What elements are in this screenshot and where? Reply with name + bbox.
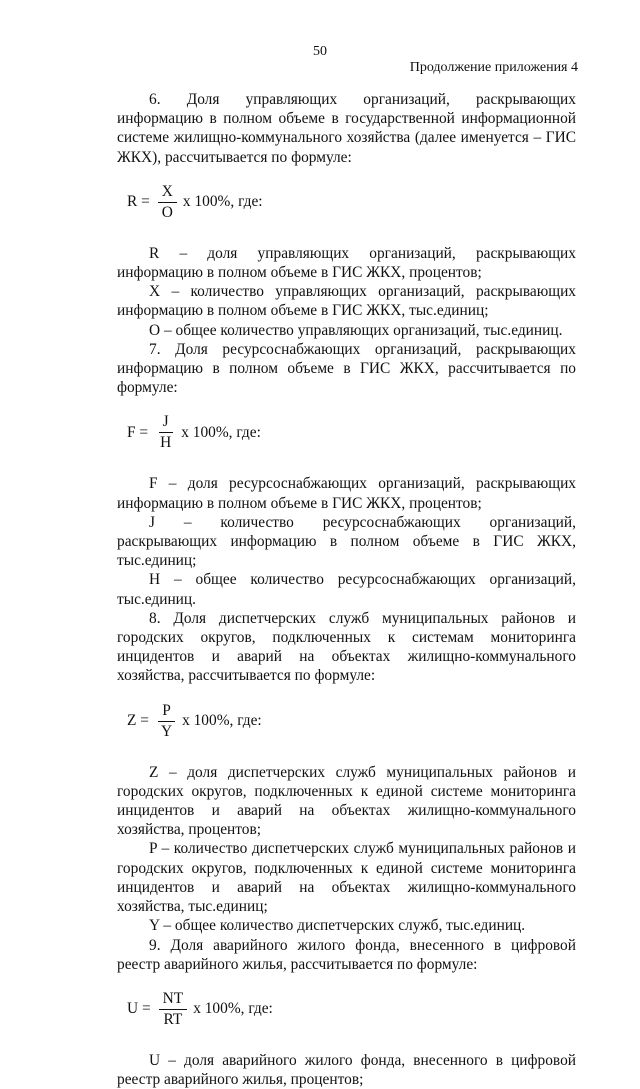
definition-h: H – общее количество ресурсоснабжающих организаций, тыс.единиц. <box>117 571 576 608</box>
numerator: NT <box>159 990 188 1010</box>
formula-lhs: F = <box>127 423 149 441</box>
denominator: Y <box>160 722 173 740</box>
formula-r <box>127 175 576 230</box>
fraction <box>158 183 177 222</box>
definition-x: X – количество управляющих организаций, раскрывающих информацию в полном объеме в ГИС ЖКХ, тыс.единиц; <box>117 283 576 320</box>
definition-r: R – доля управляющих организаций, раскрывающих информацию в полном объеме в ГИС ЖКХ, процентов; <box>117 244 576 282</box>
numerator: P <box>158 702 175 722</box>
formula-u <box>127 982 576 1037</box>
definition-j: J – количество ресурсоснабжающих организаций, раскрывающих информацию в полном объеме в ГИС ЖКХ, тыс.единиц; <box>117 513 576 570</box>
denominator: RT <box>163 1010 183 1028</box>
appendix-continuation: Продолжение приложения 4 <box>409 60 578 75</box>
numerator: J <box>159 413 173 433</box>
denominator: H <box>160 434 172 452</box>
definition-y: Y – общее количество диспетчерских служб, тыс.единиц. <box>149 917 526 935</box>
definition-o: O – общее количество управляющих организаций, тыс.единиц. <box>149 321 563 339</box>
item-8-text: 8. Доля диспетчерских служб муниципальных районов и городских округов, подключенных к системам мониторинга инцидентов и аварий на объектах жилищно-коммунального хозяйства, рассчитывается по формуле: <box>117 609 576 685</box>
denominator: O <box>161 203 173 221</box>
formula-rhs: x 100%, где: <box>182 712 262 730</box>
definition-f: F – доля ресурсоснабжающих организаций, раскрывающих информацию в полном объеме в ГИС ЖКХ, процентов; <box>117 475 576 512</box>
formula-lhs: R = <box>127 193 150 211</box>
formula-lhs: U = <box>127 1000 151 1018</box>
fraction <box>157 702 176 741</box>
document-body <box>117 90 576 1089</box>
definition-u: U – доля аварийного жилого фонда, внесенного в цифровой реестр аварийного жилья, процентов; <box>117 1051 576 1089</box>
fraction <box>159 990 188 1029</box>
formula-rhs: x 100%, где: <box>181 423 261 441</box>
fraction <box>156 413 175 452</box>
definition-z: Z – доля диспетчерских служб муниципальных районов и городских округов, подключенных к единой системе мониторинга инцидентов и аварий на объектах жилищно-коммунального хозяйства, процентов; <box>117 763 576 839</box>
item-7-text: 7. Доля ресурсоснабжающих организаций, раскрывающих информацию в полном объеме в ГИС ЖКХ, рассчитывается по формуле: <box>117 340 576 397</box>
formula-f <box>127 405 576 460</box>
definition-p: P – количество диспетчерских служб муниципальных районов и городских округов, подключенных к единой системе мониторинга инцидентов и аварий на объектах жилищно-коммунального хозяйства, тыс.единиц; <box>117 840 576 916</box>
page-number: 50 <box>313 44 327 59</box>
formula-z <box>127 694 576 749</box>
formula-lhs: Z = <box>127 712 149 730</box>
item-9-text: 9. Доля аварийного жилого фонда, внесенного в цифровой реестр аварийного жилья, рассчитывается по формуле: <box>117 936 576 973</box>
numerator: X <box>158 183 177 203</box>
formula-rhs: x 100%, где: <box>193 1000 273 1018</box>
formula-rhs: x 100%, где: <box>182 193 263 211</box>
item-6-text: 6. Доля управляющих организаций, раскрывающих информацию в полном объеме в государственной информационной системе жилищно-коммунального хозяйства (далее именуется – ГИС ЖКХ), рассчитывается по формуле: <box>117 91 576 166</box>
